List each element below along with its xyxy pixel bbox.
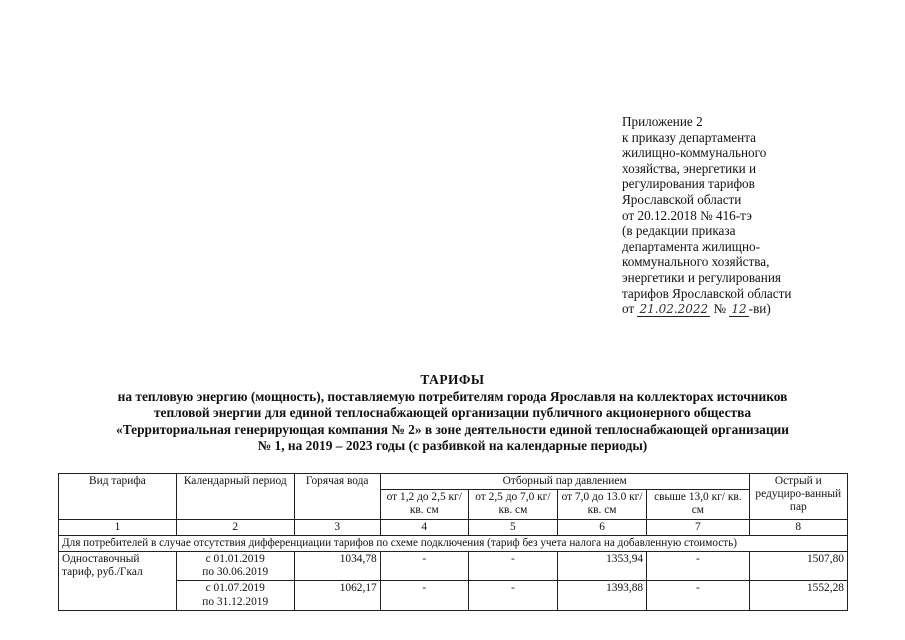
- appendix-line: хозяйства, энергетики и: [622, 160, 757, 176]
- appendix-block: [622, 114, 862, 318]
- appendix-line: жилищно-коммунального: [622, 145, 767, 161]
- header-p4: свыше 13,0 кг/ кв. см: [647, 490, 749, 519]
- col-number: 6: [557, 519, 646, 535]
- period-to: по 30.06.2019: [202, 566, 269, 579]
- section-label: Для потребителей в случае отсутствия дифференциации тарифов по схеме подключения (тариф без учета налога на добавленную стоимость): [59, 535, 848, 551]
- period-from: с 01.07.2019: [205, 582, 265, 595]
- heading-line: тепловой энергии для единой теплоснабжающей организации публичного акционерного общества: [153, 405, 752, 421]
- p1-cell: -: [380, 552, 468, 581]
- heading-line: «Территориальная генерирующая компания № 2» в зоне деятельности единой теплоснабжающей организации: [116, 421, 789, 437]
- appendix-line: к приказу департамента: [622, 129, 756, 145]
- period-from: с 01.01.2019: [205, 553, 265, 566]
- sharp-cell: 1507,80: [749, 552, 847, 581]
- header-p1: от 1,2 до 2,5 кг/ кв. см: [380, 490, 468, 519]
- number-sign: №: [713, 301, 727, 317]
- col-number: 7: [647, 519, 749, 535]
- appendix-line: (в редакции приказа: [622, 223, 736, 239]
- tariff-type-cell: Одноставочный тариф, руб./Гкал: [59, 552, 177, 611]
- sharp-cell: 1552,28: [749, 581, 847, 610]
- heading-line: на тепловую энергию (мощность), поставляемую потребителям города Ярославля на коллекторах источников: [117, 388, 788, 404]
- appendix-line: департамента жилищно-: [622, 238, 761, 254]
- col-number: 5: [468, 519, 557, 535]
- p3-cell: 1353,94: [557, 552, 646, 581]
- heading-line: № 1, на 2019 – 2023 годы (с разбивкой на календарные периоды): [257, 438, 648, 454]
- header-p3: от 7,0 до 13.0 кг/ кв. см: [557, 490, 646, 519]
- period-to: по 31.12.2019: [202, 595, 269, 608]
- appendix-line: тарифов Ярославской области: [622, 285, 792, 301]
- handwritten-date: 21.02.2022: [639, 302, 709, 317]
- header-sharp-steam: Острый и редуциро-ванный пар: [749, 474, 847, 520]
- appendix-suffix: -ви): [748, 301, 771, 317]
- col-number: 8: [749, 519, 847, 535]
- handwritten-number: 12: [731, 302, 747, 317]
- document-title: ТАРИФЫ: [420, 372, 485, 387]
- p2-cell: -: [468, 552, 557, 581]
- hot-water-cell: 1034,78: [294, 552, 380, 581]
- appendix-line: коммунального хозяйства,: [622, 254, 770, 270]
- column-number-row: [59, 519, 848, 535]
- appendix-line: Приложение 2: [622, 114, 703, 129]
- p1-cell: -: [380, 581, 468, 610]
- appendix-line: регулирования тарифов: [622, 176, 755, 192]
- appendix-line: энергетики и регулирования: [622, 269, 781, 285]
- document-heading: [40, 372, 865, 455]
- col-number: 3: [294, 519, 380, 535]
- section-row: [59, 535, 848, 551]
- header-period: Календарный период: [176, 474, 294, 520]
- appendix-line: от 20.12.2018 № 416-тэ: [622, 207, 752, 223]
- table-row: [59, 581, 848, 610]
- header-steam: Отборный пар давлением: [380, 474, 749, 490]
- header-type: Вид тарифа: [59, 474, 177, 520]
- p3-cell: 1393,88: [557, 581, 646, 610]
- appendix-amendment-line: [622, 301, 862, 318]
- col-number: 2: [176, 519, 294, 535]
- tariff-table: [58, 473, 848, 611]
- p4-cell: -: [647, 552, 749, 581]
- p4-cell: -: [647, 581, 749, 610]
- period-cell: [176, 581, 294, 610]
- appendix-prefix: от: [622, 301, 635, 317]
- header-row: [59, 474, 848, 490]
- period-cell: [176, 552, 294, 581]
- appendix-line: Ярославской области: [622, 191, 742, 207]
- table-row: [59, 552, 848, 581]
- header-hot-water: Горячая вода: [294, 474, 380, 520]
- header-p2: от 2,5 до 7,0 кг/ кв. см: [468, 490, 557, 519]
- p2-cell: -: [468, 581, 557, 610]
- col-number: 1: [59, 519, 177, 535]
- col-number: 4: [380, 519, 468, 535]
- hot-water-cell: 1062,17: [294, 581, 380, 610]
